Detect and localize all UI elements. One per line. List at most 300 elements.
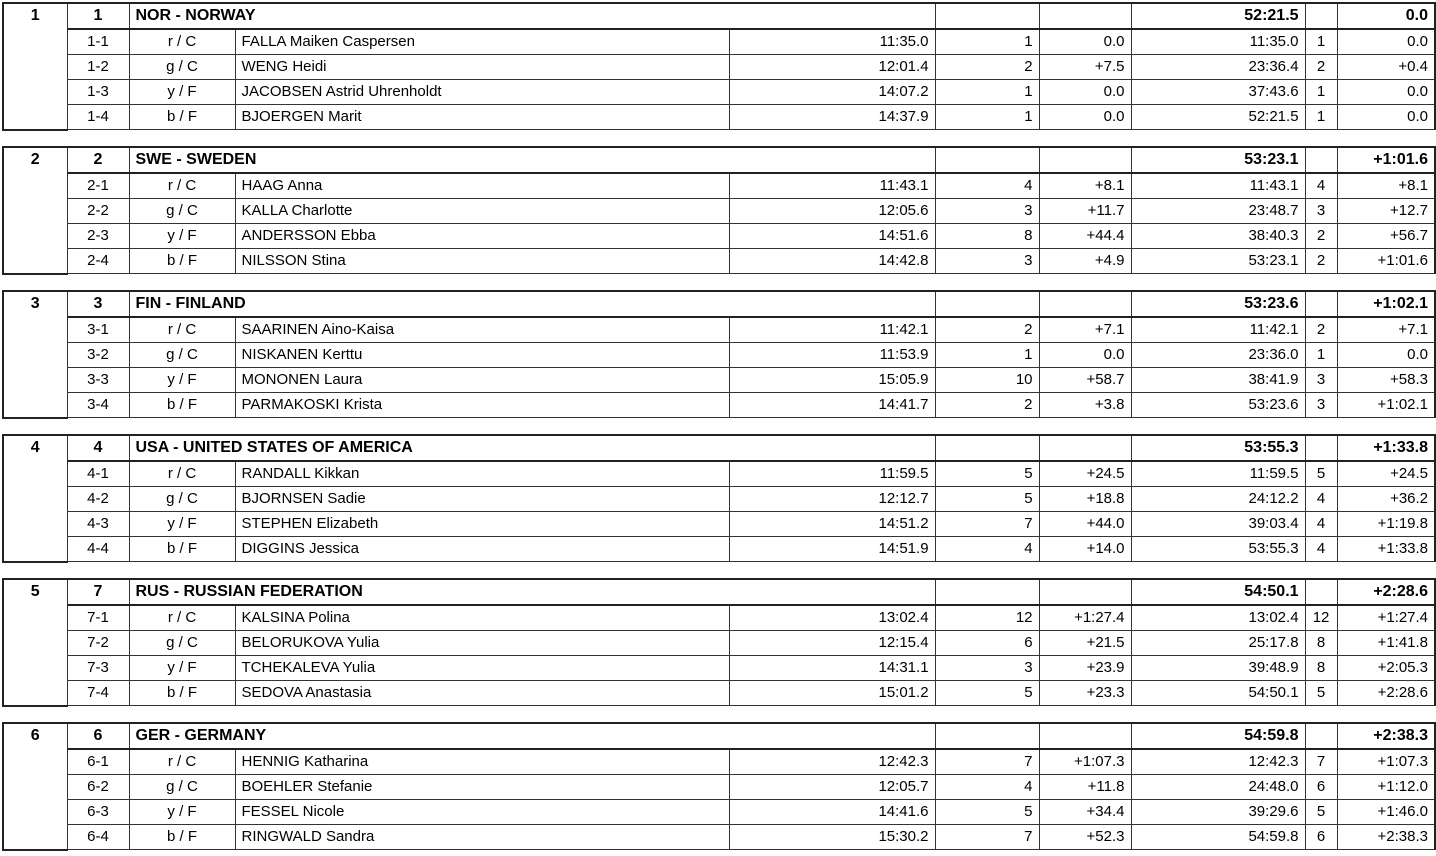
leg-bib: 2-1: [67, 173, 129, 199]
team-table: [2, 146, 1436, 275]
empty-cell: [935, 147, 1039, 173]
cumulative-time: 53:55.3: [1131, 537, 1305, 562]
cumulative-rank: 5: [1305, 800, 1337, 825]
team-time-behind: +2:38.3: [1337, 723, 1435, 749]
leg-bib: 1-2: [67, 55, 129, 80]
cumulative-rank: 3: [1305, 393, 1337, 418]
team-total-time: 54:59.8: [1131, 723, 1305, 749]
team-bib: 3: [67, 291, 129, 317]
leg-row: [3, 537, 1435, 562]
leg-row: [3, 800, 1435, 825]
athlete-name: HENNIG Katharina: [235, 749, 729, 775]
team-rank: 1: [3, 3, 67, 130]
leg-row: [3, 343, 1435, 368]
athlete-name: JACOBSEN Astrid Uhrenholdt: [235, 80, 729, 105]
athlete-name: BELORUKOVA Yulia: [235, 631, 729, 656]
cumulative-time: 24:12.2: [1131, 487, 1305, 512]
leg-time-behind: 0.0: [1039, 105, 1131, 130]
cumulative-rank: 1: [1305, 105, 1337, 130]
cumulative-rank: 3: [1305, 199, 1337, 224]
leg-technique: r / C: [129, 749, 235, 775]
team-time-behind: +2:28.6: [1337, 579, 1435, 605]
leg-time: 14:37.9: [729, 105, 935, 130]
team-bib: 2: [67, 147, 129, 173]
leg-row: [3, 512, 1435, 537]
leg-rank: 7: [935, 825, 1039, 850]
team-table: [2, 578, 1436, 707]
leg-row: [3, 461, 1435, 487]
leg-row: [3, 249, 1435, 274]
leg-time-behind: +1:07.3: [1039, 749, 1131, 775]
leg-row: [3, 487, 1435, 512]
empty-cell: [1039, 147, 1131, 173]
leg-rank: 12: [935, 605, 1039, 631]
athlete-name: HAAG Anna: [235, 173, 729, 199]
leg-rank: 3: [935, 249, 1039, 274]
cumulative-behind: +1:01.6: [1337, 249, 1435, 274]
cumulative-rank: 2: [1305, 249, 1337, 274]
cumulative-behind: +2:05.3: [1337, 656, 1435, 681]
leg-technique: y / F: [129, 224, 235, 249]
leg-row: [3, 80, 1435, 105]
leg-time: 14:41.7: [729, 393, 935, 418]
athlete-name: DIGGINS Jessica: [235, 537, 729, 562]
team-block: [2, 2, 1429, 136]
leg-time-behind: +1:27.4: [1039, 605, 1131, 631]
leg-time-behind: +44.0: [1039, 512, 1131, 537]
cumulative-rank: 2: [1305, 224, 1337, 249]
leg-time: 12:01.4: [729, 55, 935, 80]
cumulative-rank: 8: [1305, 631, 1337, 656]
leg-bib: 4-1: [67, 461, 129, 487]
cumulative-time: 54:59.8: [1131, 825, 1305, 850]
team-block: [2, 722, 1428, 856]
leg-time: 14:51.9: [729, 537, 935, 562]
leg-time: 12:05.6: [729, 199, 935, 224]
leg-bib: 4-4: [67, 537, 129, 562]
leg-bib: 6-2: [67, 775, 129, 800]
empty-cell: [1305, 291, 1337, 317]
leg-time-behind: 0.0: [1039, 29, 1131, 55]
leg-rank: 1: [935, 29, 1039, 55]
team-header-row: [3, 435, 1435, 461]
cumulative-behind: +56.7: [1337, 224, 1435, 249]
cumulative-behind: +36.2: [1337, 487, 1435, 512]
team-name: RUS - RUSSIAN FEDERATION: [129, 579, 935, 605]
cumulative-time: 11:43.1: [1131, 173, 1305, 199]
cumulative-rank: 1: [1305, 343, 1337, 368]
cumulative-rank: 5: [1305, 461, 1337, 487]
empty-cell: [935, 291, 1039, 317]
cumulative-rank: 1: [1305, 29, 1337, 55]
leg-bib: 7-1: [67, 605, 129, 631]
cumulative-rank: 12: [1305, 605, 1337, 631]
leg-rank: 2: [935, 55, 1039, 80]
leg-time: 13:02.4: [729, 605, 935, 631]
leg-time: 15:01.2: [729, 681, 935, 706]
athlete-name: BJOERGEN Marit: [235, 105, 729, 130]
cumulative-rank: 4: [1305, 537, 1337, 562]
leg-bib: 7-2: [67, 631, 129, 656]
leg-technique: r / C: [129, 29, 235, 55]
leg-row: [3, 105, 1435, 130]
leg-time-behind: +52.3: [1039, 825, 1131, 850]
cumulative-time: 39:29.6: [1131, 800, 1305, 825]
team-header-row: [3, 147, 1435, 173]
athlete-name: NISKANEN Kerttu: [235, 343, 729, 368]
athlete-name: SEDOVA Anastasia: [235, 681, 729, 706]
leg-row: [3, 681, 1435, 706]
team-rank: 4: [3, 435, 67, 562]
leg-technique: g / C: [129, 487, 235, 512]
team-block: [2, 290, 1429, 424]
cumulative-time: 11:59.5: [1131, 461, 1305, 487]
leg-time-behind: +11.7: [1039, 199, 1131, 224]
leg-time-behind: +24.5: [1039, 461, 1131, 487]
leg-technique: r / C: [129, 461, 235, 487]
athlete-name: RANDALL Kikkan: [235, 461, 729, 487]
team-block: [2, 434, 1429, 568]
athlete-name: PARMAKOSKI Krista: [235, 393, 729, 418]
team-rank: 6: [3, 723, 67, 850]
athlete-name: BOEHLER Stefanie: [235, 775, 729, 800]
leg-time-behind: 0.0: [1039, 80, 1131, 105]
cumulative-time: 54:50.1: [1131, 681, 1305, 706]
empty-cell: [1305, 435, 1337, 461]
leg-time-behind: 0.0: [1039, 343, 1131, 368]
leg-time: 11:43.1: [729, 173, 935, 199]
leg-row: [3, 317, 1435, 343]
leg-time-behind: +34.4: [1039, 800, 1131, 825]
empty-cell: [1039, 3, 1131, 29]
leg-technique: b / F: [129, 825, 235, 850]
team-block: [2, 146, 1429, 280]
leg-time: 12:12.7: [729, 487, 935, 512]
team-table: [2, 722, 1436, 851]
leg-rank: 6: [935, 631, 1039, 656]
leg-time-behind: +11.8: [1039, 775, 1131, 800]
leg-rank: 2: [935, 393, 1039, 418]
cumulative-time: 37:43.6: [1131, 80, 1305, 105]
leg-time-behind: +18.8: [1039, 487, 1131, 512]
empty-cell: [1039, 435, 1131, 461]
athlete-name: TCHEKALEVA Yulia: [235, 656, 729, 681]
leg-technique: g / C: [129, 343, 235, 368]
leg-technique: g / C: [129, 199, 235, 224]
cumulative-rank: 1: [1305, 80, 1337, 105]
leg-bib: 3-3: [67, 368, 129, 393]
cumulative-time: 39:48.9: [1131, 656, 1305, 681]
team-bib: 1: [67, 3, 129, 29]
leg-time-behind: +23.3: [1039, 681, 1131, 706]
leg-time: 15:05.9: [729, 368, 935, 393]
leg-technique: y / F: [129, 656, 235, 681]
team-time-behind: +1:01.6: [1337, 147, 1435, 173]
leg-rank: 7: [935, 512, 1039, 537]
team-rank: 2: [3, 147, 67, 274]
leg-technique: r / C: [129, 173, 235, 199]
athlete-name: WENG Heidi: [235, 55, 729, 80]
leg-time: 14:51.6: [729, 224, 935, 249]
empty-cell: [1039, 579, 1131, 605]
leg-technique: b / F: [129, 537, 235, 562]
cumulative-behind: +12.7: [1337, 199, 1435, 224]
cumulative-behind: +1:19.8: [1337, 512, 1435, 537]
leg-rank: 2: [935, 317, 1039, 343]
leg-rank: 4: [935, 537, 1039, 562]
cumulative-rank: 2: [1305, 55, 1337, 80]
cumulative-time: 53:23.6: [1131, 393, 1305, 418]
cumulative-time: 38:41.9: [1131, 368, 1305, 393]
team-bib: 7: [67, 579, 129, 605]
leg-time-behind: +21.5: [1039, 631, 1131, 656]
team-total-time: 52:21.5: [1131, 3, 1305, 29]
leg-time: 14:51.2: [729, 512, 935, 537]
athlete-name: BJORNSEN Sadie: [235, 487, 729, 512]
leg-bib: 1-3: [67, 80, 129, 105]
leg-time-behind: +4.9: [1039, 249, 1131, 274]
cumulative-rank: 6: [1305, 825, 1337, 850]
empty-cell: [1305, 147, 1337, 173]
leg-bib: 6-4: [67, 825, 129, 850]
leg-time: 11:59.5: [729, 461, 935, 487]
athlete-name: FALLA Maiken Caspersen: [235, 29, 729, 55]
leg-rank: 1: [935, 80, 1039, 105]
team-header-row: [3, 291, 1435, 317]
cumulative-behind: 0.0: [1337, 105, 1435, 130]
leg-time-behind: +7.5: [1039, 55, 1131, 80]
cumulative-time: 11:42.1: [1131, 317, 1305, 343]
leg-rank: 5: [935, 461, 1039, 487]
leg-technique: y / F: [129, 800, 235, 825]
leg-bib: 2-2: [67, 199, 129, 224]
leg-time-behind: +23.9: [1039, 656, 1131, 681]
leg-rank: 7: [935, 749, 1039, 775]
leg-rank: 5: [935, 487, 1039, 512]
leg-technique: b / F: [129, 249, 235, 274]
team-time-behind: +1:02.1: [1337, 291, 1435, 317]
team-table: [2, 434, 1436, 563]
team-block: [2, 578, 1429, 712]
team-time-behind: 0.0: [1337, 3, 1435, 29]
leg-row: [3, 29, 1435, 55]
empty-cell: [935, 579, 1039, 605]
leg-rank: 1: [935, 105, 1039, 130]
team-name: SWE - SWEDEN: [129, 147, 935, 173]
athlete-name: KALLA Charlotte: [235, 199, 729, 224]
athlete-name: STEPHEN Elizabeth: [235, 512, 729, 537]
leg-technique: y / F: [129, 512, 235, 537]
team-header-row: [3, 579, 1435, 605]
cumulative-behind: +1:46.0: [1337, 800, 1435, 825]
empty-cell: [935, 435, 1039, 461]
leg-rank: 1: [935, 343, 1039, 368]
leg-row: [3, 173, 1435, 199]
leg-rank: 8: [935, 224, 1039, 249]
cumulative-time: 53:23.1: [1131, 249, 1305, 274]
leg-row: [3, 825, 1435, 850]
leg-bib: 6-3: [67, 800, 129, 825]
leg-time: 11:35.0: [729, 29, 935, 55]
leg-technique: y / F: [129, 368, 235, 393]
athlete-name: NILSSON Stina: [235, 249, 729, 274]
team-header-row: [3, 3, 1435, 29]
leg-time: 14:07.2: [729, 80, 935, 105]
leg-technique: g / C: [129, 55, 235, 80]
cumulative-time: 38:40.3: [1131, 224, 1305, 249]
leg-row: [3, 775, 1435, 800]
cumulative-time: 23:48.7: [1131, 199, 1305, 224]
leg-bib: 7-4: [67, 681, 129, 706]
team-name: FIN - FINLAND: [129, 291, 935, 317]
leg-bib: 1-1: [67, 29, 129, 55]
leg-row: [3, 224, 1435, 249]
leg-bib: 3-2: [67, 343, 129, 368]
leg-time-behind: +8.1: [1039, 173, 1131, 199]
leg-bib: 1-4: [67, 105, 129, 130]
team-time-behind: +1:33.8: [1337, 435, 1435, 461]
leg-time: 11:53.9: [729, 343, 935, 368]
leg-technique: b / F: [129, 681, 235, 706]
cumulative-time: 23:36.0: [1131, 343, 1305, 368]
cumulative-rank: 3: [1305, 368, 1337, 393]
leg-technique: g / C: [129, 775, 235, 800]
leg-technique: y / F: [129, 80, 235, 105]
cumulative-behind: +7.1: [1337, 317, 1435, 343]
team-bib: 4: [67, 435, 129, 461]
leg-rank: 5: [935, 681, 1039, 706]
leg-bib: 4-3: [67, 512, 129, 537]
cumulative-behind: +1:12.0: [1337, 775, 1435, 800]
cumulative-behind: 0.0: [1337, 343, 1435, 368]
leg-row: [3, 393, 1435, 418]
empty-cell: [1039, 291, 1131, 317]
team-name: GER - GERMANY: [129, 723, 935, 749]
leg-bib: 7-3: [67, 656, 129, 681]
leg-technique: g / C: [129, 631, 235, 656]
team-bib: 6: [67, 723, 129, 749]
cumulative-time: 23:36.4: [1131, 55, 1305, 80]
leg-time-behind: +7.1: [1039, 317, 1131, 343]
leg-time: 12:42.3: [729, 749, 935, 775]
leg-technique: b / F: [129, 393, 235, 418]
leg-time: 14:31.1: [729, 656, 935, 681]
team-table: [2, 2, 1436, 131]
leg-bib: 3-4: [67, 393, 129, 418]
leg-time: 12:05.7: [729, 775, 935, 800]
cumulative-rank: 4: [1305, 512, 1337, 537]
team-total-time: 53:23.6: [1131, 291, 1305, 317]
leg-time: 12:15.4: [729, 631, 935, 656]
athlete-name: SAARINEN Aino-Kaisa: [235, 317, 729, 343]
leg-bib: 3-1: [67, 317, 129, 343]
leg-bib: 2-3: [67, 224, 129, 249]
leg-bib: 6-1: [67, 749, 129, 775]
empty-cell: [1305, 579, 1337, 605]
cumulative-rank: 2: [1305, 317, 1337, 343]
leg-technique: b / F: [129, 105, 235, 130]
leg-rank: 10: [935, 368, 1039, 393]
athlete-name: FESSEL Nicole: [235, 800, 729, 825]
team-total-time: 53:23.1: [1131, 147, 1305, 173]
leg-row: [3, 199, 1435, 224]
cumulative-behind: 0.0: [1337, 80, 1435, 105]
athlete-name: KALSINA Polina: [235, 605, 729, 631]
team-name: USA - UNITED STATES OF AMERICA: [129, 435, 935, 461]
empty-cell: [935, 723, 1039, 749]
cumulative-time: 25:17.8: [1131, 631, 1305, 656]
cumulative-behind: +1:33.8: [1337, 537, 1435, 562]
leg-rank: 4: [935, 173, 1039, 199]
leg-time-behind: +3.8: [1039, 393, 1131, 418]
cumulative-behind: +0.4: [1337, 55, 1435, 80]
team-name: NOR - NORWAY: [129, 3, 935, 29]
cumulative-behind: +8.1: [1337, 173, 1435, 199]
cumulative-behind: +58.3: [1337, 368, 1435, 393]
cumulative-behind: +2:38.3: [1337, 825, 1435, 850]
team-total-time: 53:55.3: [1131, 435, 1305, 461]
leg-row: [3, 631, 1435, 656]
cumulative-behind: +1:41.8: [1337, 631, 1435, 656]
team-rank: 3: [3, 291, 67, 418]
leg-rank: 3: [935, 656, 1039, 681]
cumulative-behind: +1:02.1: [1337, 393, 1435, 418]
athlete-name: ANDERSSON Ebba: [235, 224, 729, 249]
results-list: [2, 2, 1429, 856]
athlete-name: MONONEN Laura: [235, 368, 729, 393]
empty-cell: [1305, 723, 1337, 749]
cumulative-behind: +2:28.6: [1337, 681, 1435, 706]
leg-bib: 2-4: [67, 249, 129, 274]
cumulative-behind: +1:27.4: [1337, 605, 1435, 631]
empty-cell: [935, 3, 1039, 29]
cumulative-time: 39:03.4: [1131, 512, 1305, 537]
leg-time: 11:42.1: [729, 317, 935, 343]
leg-rank: 4: [935, 775, 1039, 800]
leg-technique: r / C: [129, 605, 235, 631]
empty-cell: [1305, 3, 1337, 29]
leg-row: [3, 605, 1435, 631]
leg-time-behind: +58.7: [1039, 368, 1131, 393]
cumulative-rank: 8: [1305, 656, 1337, 681]
cumulative-behind: +1:07.3: [1337, 749, 1435, 775]
leg-rank: 5: [935, 800, 1039, 825]
leg-bib: 4-2: [67, 487, 129, 512]
empty-cell: [1039, 723, 1131, 749]
cumulative-time: 13:02.4: [1131, 605, 1305, 631]
leg-row: [3, 749, 1435, 775]
leg-time-behind: +44.4: [1039, 224, 1131, 249]
team-total-time: 54:50.1: [1131, 579, 1305, 605]
cumulative-rank: 4: [1305, 173, 1337, 199]
cumulative-rank: 6: [1305, 775, 1337, 800]
cumulative-rank: 4: [1305, 487, 1337, 512]
team-table: [2, 290, 1436, 419]
leg-technique: r / C: [129, 317, 235, 343]
cumulative-time: 52:21.5: [1131, 105, 1305, 130]
leg-row: [3, 656, 1435, 681]
leg-time: 15:30.2: [729, 825, 935, 850]
team-header-row: [3, 723, 1435, 749]
leg-row: [3, 55, 1435, 80]
leg-row: [3, 368, 1435, 393]
leg-rank: 3: [935, 199, 1039, 224]
cumulative-rank: 7: [1305, 749, 1337, 775]
cumulative-behind: +24.5: [1337, 461, 1435, 487]
leg-time-behind: +14.0: [1039, 537, 1131, 562]
leg-time: 14:42.8: [729, 249, 935, 274]
cumulative-time: 24:48.0: [1131, 775, 1305, 800]
